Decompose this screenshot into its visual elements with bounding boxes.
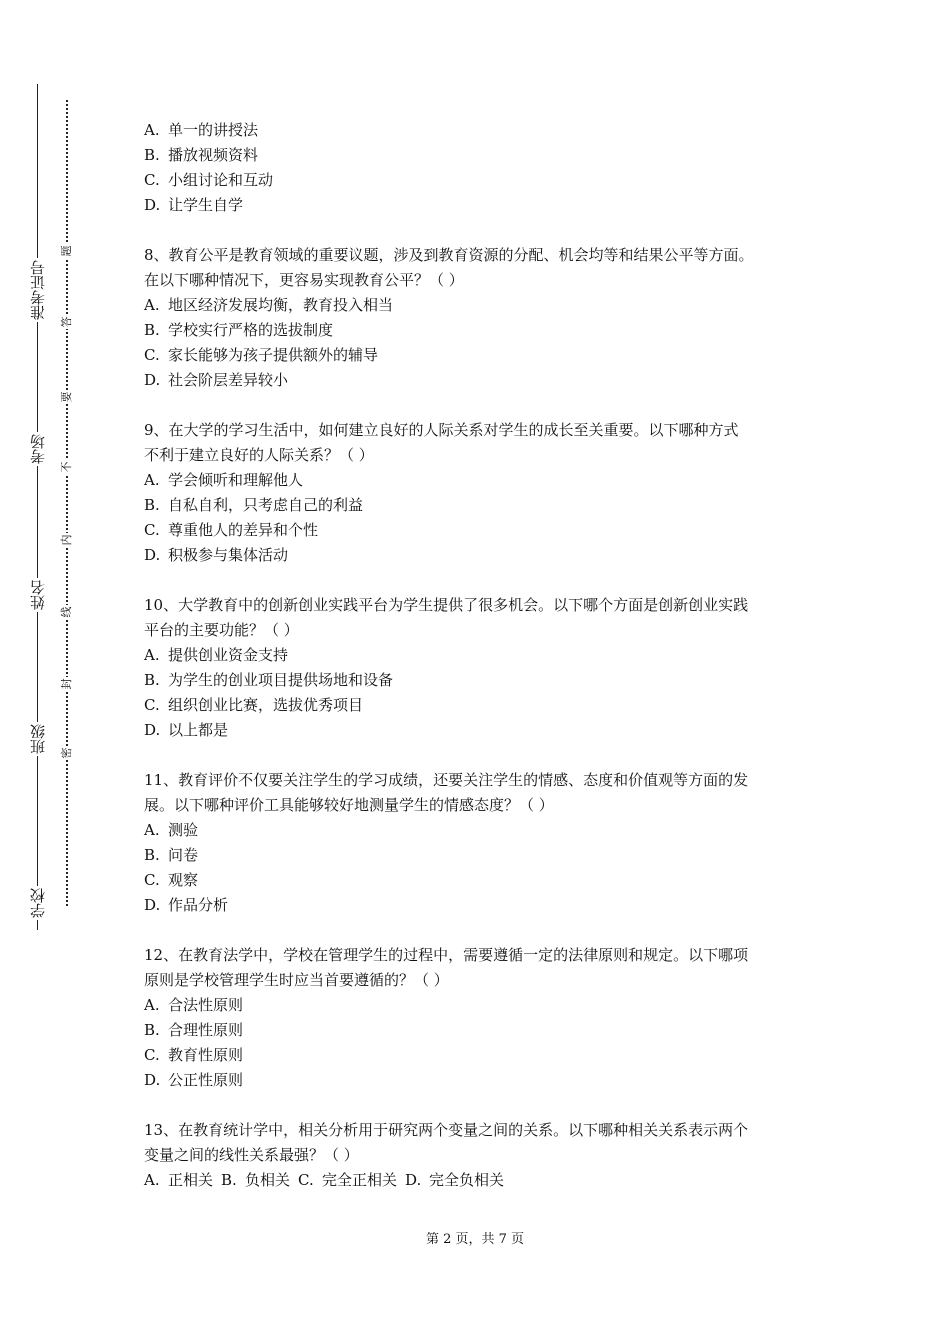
option-a: A. 合法性原则 — [144, 996, 244, 1014]
question-13 — [144, 1118, 824, 1193]
field-school: 学校 — [29, 888, 47, 918]
question-content — [144, 118, 824, 1218]
field-name: 姓名 — [29, 580, 47, 610]
option-b: B. 自私自利，只考虑自己的利益 — [144, 496, 364, 514]
question-9 — [144, 418, 824, 568]
option-c: C. 教育性原则 — [144, 1046, 244, 1064]
partial-question-options — [144, 118, 824, 218]
field-class: 班级 — [29, 724, 47, 754]
field-exam-number: 准考证号 — [29, 260, 47, 320]
option-b: B. 合理性原则 — [144, 1021, 244, 1039]
option-c-text: 完全正相关 — [322, 1171, 398, 1189]
question-stem: 平台的主要功能？（ ） — [144, 621, 299, 639]
question-8 — [144, 243, 824, 393]
question-stem: 9、在大学的学习生活中，如何建立良好的人际关系对学生的成长至关重要。以下哪种方式 — [144, 421, 739, 439]
option-c: C. 尊重他人的差异和个性 — [144, 521, 319, 539]
option-d: D. 公正性原则 — [144, 1071, 244, 1089]
option-c: C. 观察 — [144, 871, 199, 889]
question-stem: 不利于建立良好的人际关系？（ ） — [144, 446, 374, 464]
option-d-text: 完全负相关 — [429, 1171, 505, 1189]
option-a: A. 测验 — [144, 821, 199, 839]
seal-char: 要 — [60, 391, 73, 403]
option-d: D. 作品分析 — [144, 896, 229, 914]
question-10 — [144, 593, 824, 743]
option-b: B. 学校实行严格的选拔制度 — [144, 321, 334, 339]
seal-char: 密 — [60, 747, 73, 759]
option-c-letter: C. — [298, 1171, 314, 1189]
binding-solid-line — [37, 84, 38, 930]
option-c: C. 组织创业比赛，选拔优秀项目 — [144, 696, 364, 714]
seal-char: 题 — [60, 245, 73, 257]
option-b: B. 问卷 — [144, 846, 199, 864]
option-b: B. 为学生的创业项目提供场地和设备 — [144, 671, 394, 689]
binding-margin — [0, 0, 120, 1344]
option-a: A. 地区经济发展均衡，教育投入相当 — [144, 296, 394, 314]
seal-char: 不 — [60, 461, 73, 473]
option-d: D. 让学生自学 — [144, 196, 244, 214]
question-12 — [144, 943, 824, 1093]
seal-char: 封 — [60, 678, 73, 690]
option-c: C. 家长能够为孩子提供额外的辅导 — [144, 346, 379, 364]
option-b: B. 播放视频资料 — [144, 146, 259, 164]
seal-char: 内 — [60, 534, 73, 546]
seal-char: 答 — [60, 316, 73, 328]
option-b-letter: B. — [221, 1171, 237, 1189]
question-stem: 在以下哪种情况下，更容易实现教育公平？（ ） — [144, 271, 464, 289]
option-b-text: 负相关 — [245, 1171, 291, 1189]
question-stem: 原则是学校管理学生时应当首要遵循的？（ ） — [144, 971, 449, 989]
option-a: A. 学会倾听和理解他人 — [144, 471, 304, 489]
question-stem: 13、在教育统计学中，相关分析用于研究两个变量之间的关系。以下哪种相关关系表示两个 — [144, 1121, 749, 1139]
question-stem: 12、在教育法学中，学校在管理学生的过程中，需要遵循一定的法律原则和规定。以下哪项 — [144, 946, 749, 964]
option-d: D. 社会阶层差异较小 — [144, 371, 289, 389]
option-a: A. 提供创业资金支持 — [144, 646, 289, 664]
question-stem: 展。以下哪种评价工具能够较好地测量学生的情感态度？（ ） — [144, 796, 554, 814]
question-stem: 变量之间的线性关系最强？（ ） — [144, 1146, 359, 1164]
seal-char: 线 — [60, 606, 73, 618]
option-a: A. 单一的讲授法 — [144, 121, 259, 139]
field-exam-room: 考场 — [29, 434, 47, 464]
option-d: D. 以上都是 — [144, 721, 229, 739]
option-d: D. 积极参与集体活动 — [144, 546, 289, 564]
question-stem: 10、大学教育中的创新创业实践平台为学生提供了很多机会。以下哪个方面是创新创业实践 — [144, 596, 749, 614]
question-stem: 8、教育公平是教育领域的重要议题，涉及到教育资源的分配、机会均等和结果公平等方面。 — [144, 246, 754, 264]
page-number: 第 2 页，共 7 页 — [425, 1232, 525, 1247]
question-11 — [144, 768, 824, 918]
question-stem: 11、教育评价不仅要关注学生的学习成绩，还要关注学生的情感、态度和价值观等方面的发 — [144, 771, 749, 789]
option-d-letter: D. — [405, 1171, 422, 1189]
seal-dotted-line — [66, 100, 68, 906]
option-a-letter: A. — [144, 1171, 160, 1189]
options-inline-row — [144, 1168, 824, 1193]
option-c: C. 小组讨论和互动 — [144, 171, 274, 189]
option-a-text: 正相关 — [168, 1171, 214, 1189]
